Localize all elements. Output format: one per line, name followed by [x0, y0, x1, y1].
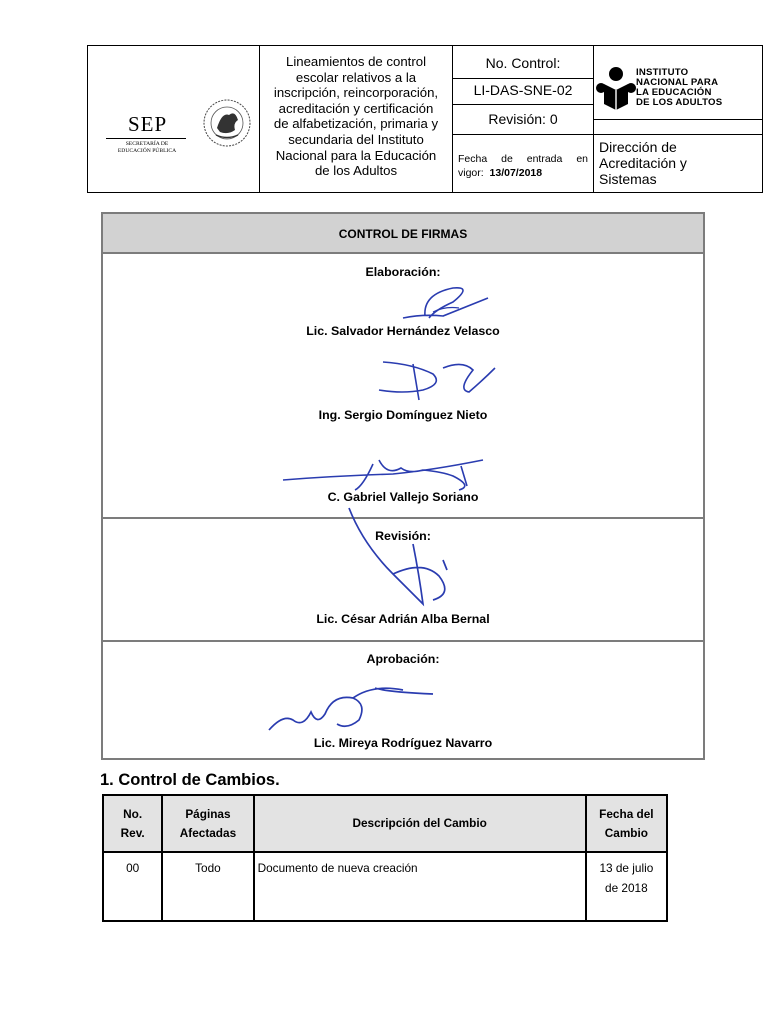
changes-table	[102, 794, 668, 922]
cell-description: Documento de nueva creación	[254, 852, 586, 921]
revision-label: Revisión:	[375, 529, 431, 543]
elaboracion-label: Elaboración:	[365, 265, 441, 279]
signature-title: CONTROL DE FIRMAS	[103, 214, 703, 254]
control-label: No. Control:	[485, 55, 561, 71]
inea-logo-text: INSTITUTO NACIONAL PARA LA EDUCACIÓN DE LOS ADULTOS	[636, 67, 723, 108]
changes-heading: 1. Control de Cambios.	[100, 771, 280, 789]
signature-control-box	[101, 212, 705, 760]
inea-reader-icon	[596, 66, 636, 116]
signer-sergio: Ing. Sergio Domínguez Nieto	[318, 408, 488, 422]
signature-mireya-icon	[263, 664, 443, 744]
signer-gabriel: C. Gabriel Vallejo Soriano	[327, 490, 479, 504]
sep-logo: SEP	[128, 112, 168, 136]
table-row	[103, 852, 667, 921]
sep-logo-rule	[106, 138, 186, 139]
signer-salvador: Lic. Salvador Hernández Velasco	[306, 324, 500, 338]
cell-pages: Todo	[162, 852, 253, 921]
column-header-date: Fecha del Cambio	[586, 795, 667, 852]
column-header-rev: No. Rev.	[103, 795, 162, 852]
effective-date: Fecha de entrada en vigor: 13/07/2018	[453, 134, 593, 192]
aprobacion-label: Aprobación:	[366, 652, 440, 666]
sep-logo-cell	[88, 46, 260, 192]
mexican-seal-icon	[202, 90, 252, 156]
sep-logo-subtitle: SECRETARÍA DE EDUCACIÓN PÚBLICA	[117, 141, 177, 154]
signer-mireya: Lic. Mireya Rodríguez Navarro	[313, 736, 493, 750]
direction-name: Dirección de Acreditación y Sistemas	[594, 134, 762, 192]
control-number: LI-DAS-SNE-02	[453, 78, 593, 104]
cell-date: 13 de julio de 2018	[586, 852, 667, 921]
signature-cesar-icon	[343, 504, 473, 614]
divider-aprobacion	[103, 640, 703, 642]
inea-logo-rule	[594, 119, 762, 120]
changes-header-row	[103, 795, 667, 852]
document-title: Lineamientos de control escolar relativos a la inscripción, reincorporación, acreditación y certificación de alfabetización, primaria y secundaria del Instituto Nacional para la Educación de los Adultos	[260, 46, 453, 192]
signature-sergio-icon	[373, 354, 503, 414]
control-cell	[453, 46, 594, 192]
revision-number: Revisión: 0	[453, 104, 593, 134]
column-header-pages: Páginas Afectadas	[162, 795, 253, 852]
column-header-description: Descripción del Cambio	[254, 795, 586, 852]
cell-rev: 00	[103, 852, 162, 921]
document-header	[87, 45, 763, 193]
inea-logo-cell	[594, 46, 762, 134]
effective-date-value: 13/07/2018	[489, 167, 543, 179]
signature-salvador-icon	[393, 280, 503, 330]
signer-cesar: Lic. César Adrián Alba Bernal	[316, 612, 490, 626]
